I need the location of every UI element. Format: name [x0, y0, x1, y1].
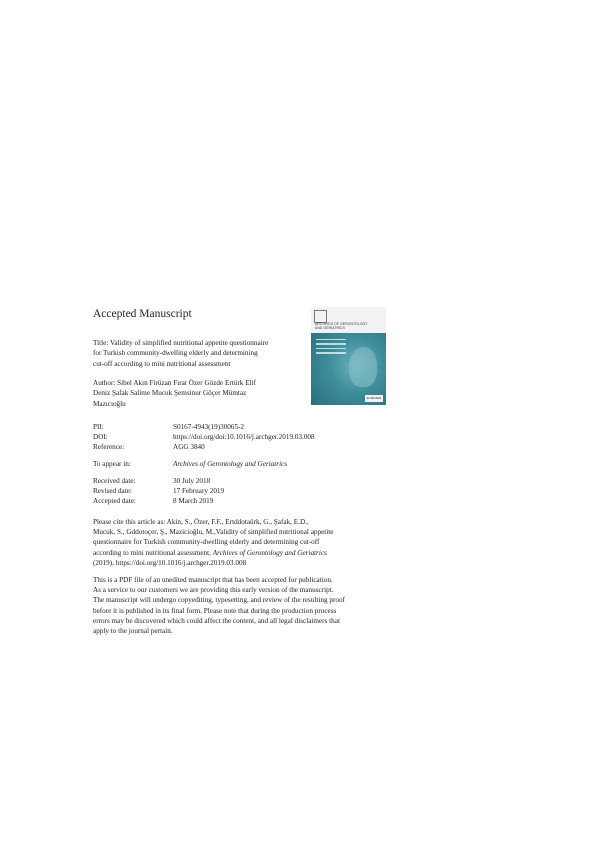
title-line: for Turkish community-dwelling elderly and determining — [93, 349, 258, 358]
pii-label: PII: — [93, 423, 104, 431]
citation-line: questionnaire for Turkish community-dwelling elderly and determining cut-off — [93, 538, 320, 547]
received-label: Received date: — [93, 477, 136, 485]
author-line: Deniz Şafak Salime Mucuk Şemsinur Göçer Mümtaz — [93, 389, 247, 398]
cover-journal-line-2: AND GERIATRICS — [315, 326, 345, 330]
citation-journal: Archives of Gerontology and Geriatrics — [212, 548, 327, 557]
author-line: Mazıcıoğlu — [93, 399, 126, 408]
cover-text-lines — [316, 339, 346, 357]
notice-paragraph — [93, 575, 507, 636]
cover-header — [311, 307, 386, 333]
pii-value: S0167-4943(19)30065-2 — [173, 423, 245, 431]
journal-cover-thumbnail — [311, 307, 386, 405]
notice-line: The manuscript will undergo copyediting, typesetting, and review of the resulting proof — [93, 596, 345, 605]
notice-line: errors may be discovered which could affect the content, and all legal disclaimers that — [93, 616, 340, 625]
received-value: 30 July 2018 — [173, 477, 211, 485]
citation-text: according to mini nutritional assessment, — [93, 548, 213, 557]
citation-paragraph — [93, 517, 507, 568]
citation-line: Please cite this article as: Akin, S., Özer, F.F., Ertddotaürk, G., Şafak, E.D., — [93, 518, 309, 526]
title-line: cut-off according to mini nutritional assessment — [93, 359, 231, 368]
cover-journal-line-1: ARCHIVES OF GERONTOLOGY — [315, 322, 368, 326]
appear-label: To appear in: — [93, 460, 131, 468]
author-line: Author: Sibel Akın Firüzan Fırat Özer Gözde Ertürk Elif — [93, 379, 256, 387]
citation-line — [93, 548, 507, 558]
reference-value: AGG 3840 — [173, 443, 205, 451]
notice-line: apply to the journal pertain. — [93, 627, 173, 636]
page-title: Accepted Manuscript — [93, 308, 192, 320]
accepted-label: Accepted date: — [93, 497, 136, 505]
revised-label: Revised date: — [93, 487, 132, 495]
cover-journal-title — [315, 322, 368, 330]
citation-line: Mucuk, S., Gddotoçer, Ş., Mazicioğlu, M.,Validity of simplified nutritional appetite — [93, 528, 334, 537]
cover-figure-image — [349, 347, 377, 387]
doi-link[interactable]: https://doi.org/doi:10.1016/j.archger.2019.03.008 — [173, 433, 315, 441]
article-title-block — [93, 338, 308, 369]
citation-line: (2019), https://doi.org/10.1016/j.archger.2019.03.008 — [93, 558, 247, 567]
notice-line: before it is published in its final form. Please note that during the production process — [93, 606, 337, 615]
reference-label: Reference: — [93, 443, 125, 451]
notice-line: As a service to our customers we are providing this early version of the manuscript. — [93, 586, 334, 595]
journal-name: Archives of Gerontology and Geriatrics — [173, 460, 288, 468]
revised-value: 17 February 2019 — [173, 487, 225, 495]
notice-line: This is a PDF file of an unedited manuscript that has been accepted for publication. — [93, 576, 333, 584]
accepted-value: 8 March 2019 — [173, 497, 214, 505]
doi-label: DOI: — [93, 433, 108, 441]
title-line: Title: Validity of simplified nutritional appetite questionnaire — [93, 339, 269, 347]
author-block — [93, 378, 308, 409]
cover-publisher-label: ELSEVIER — [366, 396, 382, 400]
